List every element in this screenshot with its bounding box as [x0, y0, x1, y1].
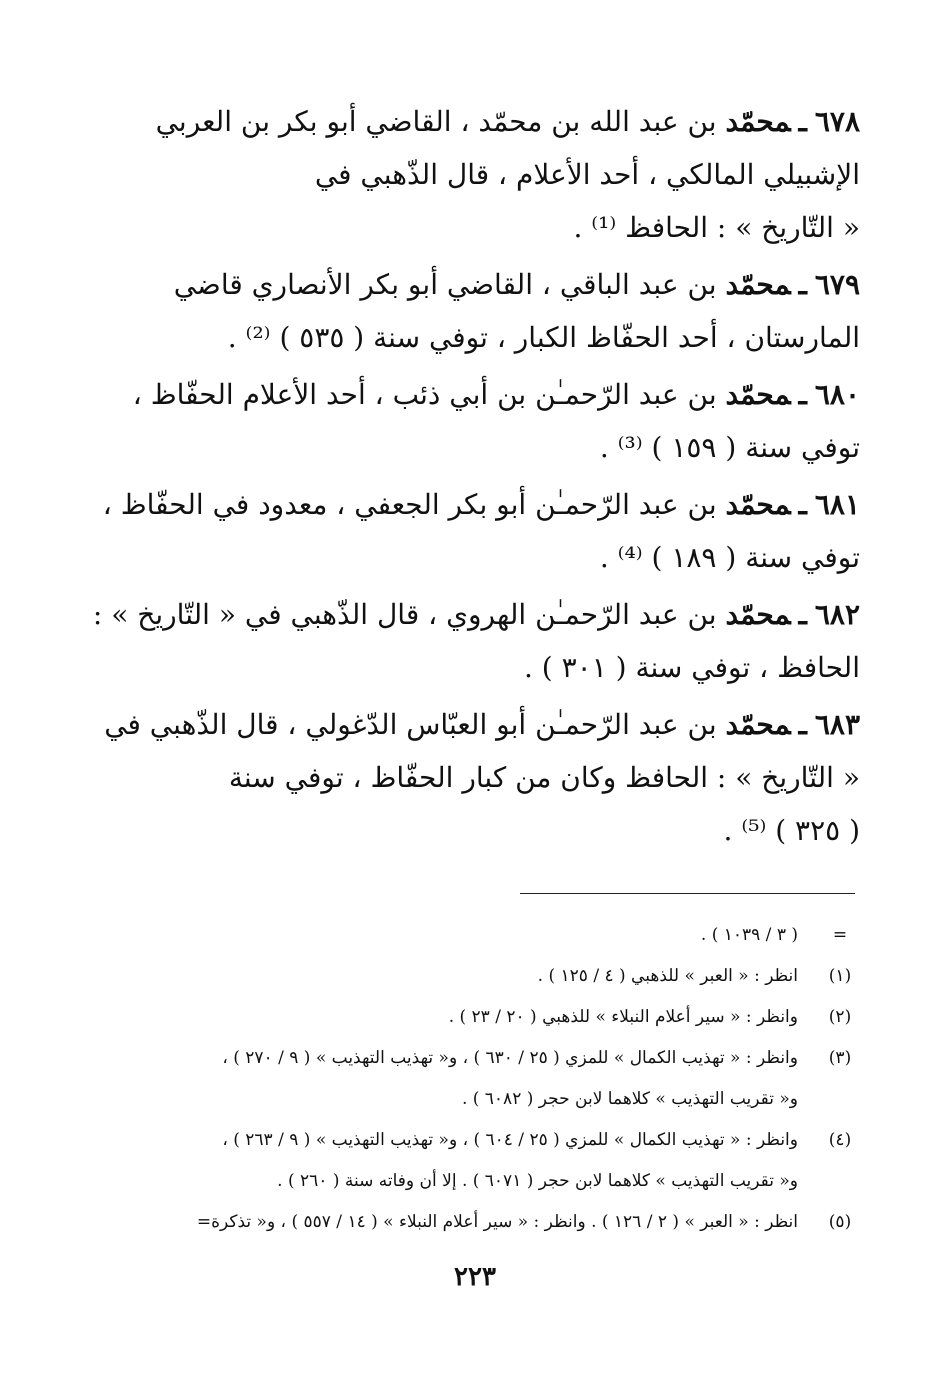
footnote-text: انظر : « العبر » ( ٢ / ١٢٦ ) . وانظر : « سير أعلام النبلاء » ( ١٤ / ٥٥٧ ) ، و« تذكرة= — [196, 1212, 798, 1232]
footnote-text: انظر : « العبر » للذهبي ( ٤ / ١٢٥ ) . — [537, 966, 798, 986]
entry-text: المارستان ، أحد الحفّاظ الكبار ، توفي سنة ( ٥٣٥ ) ⁽²⁾ . — [227, 321, 860, 354]
entry-text: « التّاريخ » : الحافظ وكان من كبار الحفّاظ ، توفي سنة — [228, 761, 860, 794]
entry-text: توفي سنة ( ١٨٩ ) ⁽⁴⁾ . — [599, 541, 860, 574]
entry-number: ٦٧٩ — [814, 268, 860, 301]
entry-text: الإشبيلي المالكي ، أحد الأعلام ، قال الذّهبي في — [314, 158, 860, 191]
entry-name: محمّد — [725, 105, 791, 138]
footnote-continuation — [100, 915, 860, 956]
entry-text: بن عبد الله بن محمّد ، القاضي أبو بكر بن العربي — [155, 105, 717, 138]
entry-name: محمّد — [725, 378, 791, 411]
page-number: ٢٢٣ — [454, 1262, 496, 1292]
footnote-text: وانظر : « تهذيب الكمال » للمزي ( ٢٥ / ٦٠٤ ) ، و« تهذيب التهذيب » ( ٩ / ٢٦٣ ) ، — [222, 1130, 798, 1150]
entry-678: ٦٧٨ـمحمّد بن عبد الله بن محمّد ، القاضي أبو بكر بن العربي الإشبيلي المالكي ، أحد الأعلام ، قال الذّهبي في « التّاريخ » : الحافظ ⁽¹⁾ . — [100, 95, 860, 254]
footnote-mark: (٥) — [828, 1212, 852, 1232]
footnote-text: و« تقريب التهذيب » كلاهما لابن حجر ( ٦٠٧١ ) . إلا أن وفاته سنة ( ٢٦٠ ) . — [277, 1171, 798, 1191]
entry-text: بن عبد الرّحمـٰن الهروي ، قال الذّهبي في « التّاريخ » : — [92, 598, 717, 631]
entry-number: ٦٨٠ — [814, 378, 860, 411]
footnote-2 — [100, 997, 860, 1038]
footnote-mark: (١) — [828, 966, 852, 986]
entry-name: محمّد — [725, 488, 791, 521]
entry-text: بن عبد الرّحمـٰن أبو العبّاس الدّغولي ، قال الذّهبي في — [104, 708, 717, 741]
entry-680: ٦٨٠ـمحمّد بن عبد الرّحمـٰن بن أبي ذئب ، أحد الأعلام الحفّاظ ، توفي سنة ( ١٥٩ ) ⁽³⁾ . — [100, 368, 860, 474]
entry-name: محمّد — [725, 598, 791, 631]
footnote-mark: = — [832, 925, 848, 945]
entry-number: ٦٨٢ — [814, 598, 860, 631]
footnote-4 — [100, 1120, 860, 1202]
footnote-mark: (٢) — [828, 1007, 852, 1027]
entry-text: بن عبد الباقي ، القاضي أبو بكر الأنصاري قاضي — [173, 268, 717, 301]
footnotes — [100, 915, 860, 1243]
entry-text: بن عبد الرّحمـٰن بن أبي ذئب ، أحد الأعلام الحفّاظ ، — [132, 378, 717, 411]
entry-text: توفي سنة ( ١٥٩ ) ⁽³⁾ . — [599, 431, 860, 464]
footnote-text: وانظر : « سير أعلام النبلاء » للذهبي ( ٢٠ / ٢٣ ) . — [448, 1007, 798, 1027]
entry-number: ٦٨٣ — [814, 708, 860, 741]
entry-name: محمّد — [725, 268, 791, 301]
entries-list — [92, 95, 860, 861]
entry-text: بن عبد الرّحمـٰن أبو بكر الجعفي ، معدود في الحفّاظ ، — [102, 488, 717, 521]
entry-text: ( ٣٢٥ ) ⁽⁵⁾ . — [723, 814, 860, 847]
footnote-text: وانظر : « تهذيب الكمال » للمزي ( ٢٥ / ٦٣٠ ) ، و« تهذيب التهذيب » ( ٩ / ٢٧٠ ) ، — [222, 1048, 798, 1068]
footnote-mark: (٤) — [828, 1130, 852, 1150]
footnote-separator — [520, 893, 855, 894]
footnote-1 — [100, 956, 860, 997]
footnote-5 — [100, 1202, 860, 1243]
footnote-mark: (٣) — [828, 1048, 852, 1068]
entry-682: ٦٨٢ـمحمّد بن عبد الرّحمـٰن الهروي ، قال الذّهبي في « التّاريخ » : الحافظ ، توفي سنة ( ٣٠١ ) . — [100, 588, 860, 694]
footnote-text: و« تقريب التهذيب » كلاهما لابن حجر ( ٦٠٨٢ ) . — [461, 1089, 798, 1109]
entry-679: ٦٧٩ـمحمّد بن عبد الباقي ، القاضي أبو بكر الأنصاري قاضي المارستان ، أحد الحفّاظ الكبار ، توفي سنة ( ٥٣٥ ) ⁽²⁾ . — [100, 258, 860, 364]
entry-683: ٦٨٣ـمحمّد بن عبد الرّحمـٰن أبو العبّاس الدّغولي ، قال الذّهبي في « التّاريخ » : الحافظ وكان من كبار الحفّاظ ، توفي سنة ( ٣٢٥ ) ⁽⁵⁾ . — [100, 698, 860, 857]
entry-text: الحافظ ، توفي سنة ( ٣٠١ ) . — [524, 651, 860, 684]
entry-number: ٦٧٨ — [814, 105, 860, 138]
entry-681: ٦٨١ـمحمّد بن عبد الرّحمـٰن أبو بكر الجعفي ، معدود في الحفّاظ ، توفي سنة ( ١٨٩ ) ⁽⁴⁾ . — [100, 478, 860, 584]
footnote-3 — [100, 1038, 860, 1120]
entry-text: « التّاريخ » : الحافظ ⁽¹⁾ . — [573, 211, 860, 244]
entry-number: ٦٨١ — [814, 488, 860, 521]
entry-name: محمّد — [725, 708, 791, 741]
footnote-text: ( ٣ / ١٠٣٩ ) . — [700, 925, 798, 945]
